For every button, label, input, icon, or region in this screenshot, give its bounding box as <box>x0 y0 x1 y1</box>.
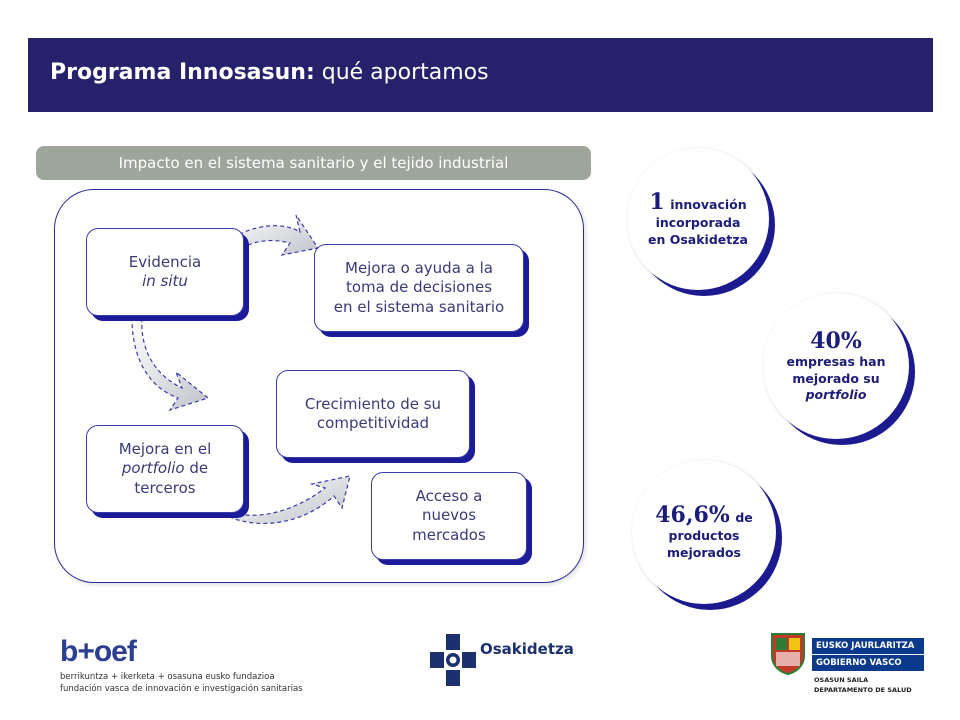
stat-1-text2: incorporada <box>655 215 741 231</box>
gv-band-1: EUSKO JAURLARITZA <box>812 638 924 654</box>
portfolio-line2-rest: de <box>189 459 209 478</box>
bioef-line1: berrikuntza + ikerketa + osasuna eusko fundazioa <box>60 672 275 682</box>
evidencia-line2: in situ <box>142 272 188 290</box>
box-evidencia <box>86 228 244 316</box>
gv-band-2: GOBIERNO VASCO <box>812 655 924 671</box>
stat-2-big: 40% <box>810 327 862 354</box>
title-rest: qué aportamos <box>321 60 489 85</box>
osakidetza-icon <box>430 634 476 686</box>
page-title <box>50 60 489 85</box>
stat-circle-innovacion <box>627 148 769 290</box>
stat-2-text2: mejorado su <box>792 370 880 386</box>
crecimiento-line2: competitividad <box>316 414 430 432</box>
impact-label: Impacto en el sistema sanitario y el tejido industrial <box>36 146 591 180</box>
stat-3-big: 46,6% <box>655 502 730 529</box>
stat-1-big: 1 <box>649 189 665 216</box>
stat-circle-productos <box>632 460 776 604</box>
portfolio-line3: terceros <box>134 478 196 497</box>
acceso-line1: Acceso a <box>415 486 483 505</box>
portfolio-line2-italic: portfolio <box>121 459 185 478</box>
evidencia-line1: Evidencia <box>128 252 202 271</box>
acceso-line3: mercados <box>412 525 486 544</box>
gv-dept-1: OSASUN SAILA <box>814 676 869 684</box>
acceso-line2: nuevos <box>421 506 477 525</box>
stat-1-text1: innovación <box>670 197 747 213</box>
box-crecimiento <box>276 370 470 458</box>
stat-3-text3: mejorados <box>667 545 741 560</box>
osakidetza-logo <box>430 634 574 686</box>
stat-3-text2: productos <box>668 528 740 544</box>
portfolio-line1: Mejora en el <box>118 439 212 458</box>
decisiones-line2: toma de decisiones <box>345 278 493 297</box>
bioef-line2: fundación vasca de innovación e investigación sanitarias <box>60 684 303 694</box>
box-acceso <box>371 472 527 560</box>
gv-dept-2: DEPARTAMENTO DE SALUD <box>814 686 912 694</box>
header-banner <box>28 38 933 112</box>
stat-2-text1: empresas han <box>786 353 886 369</box>
box-mejora-portfolio <box>86 425 244 513</box>
stat-circle-empresas <box>763 293 909 439</box>
stat-1-text3: en Osakidetza <box>648 232 748 247</box>
decisiones-line1: Mejora o ayuda a la <box>345 258 493 277</box>
stat-3-text1: de <box>735 510 753 526</box>
decisiones-line3: en el sistema sanitario <box>333 297 505 316</box>
bioef-logo <box>60 636 303 694</box>
crecimiento-line1: Crecimiento de su <box>304 394 442 413</box>
osakidetza-wordmark: Osakidetza <box>480 640 574 658</box>
title-bold: Programa Innosasun: <box>50 60 315 85</box>
box-mejora-decisiones <box>314 244 524 332</box>
coat-of-arms-icon <box>768 630 808 676</box>
bioef-wordmark: b+oef <box>60 635 136 668</box>
stat-2-text3: portfolio <box>805 387 867 403</box>
